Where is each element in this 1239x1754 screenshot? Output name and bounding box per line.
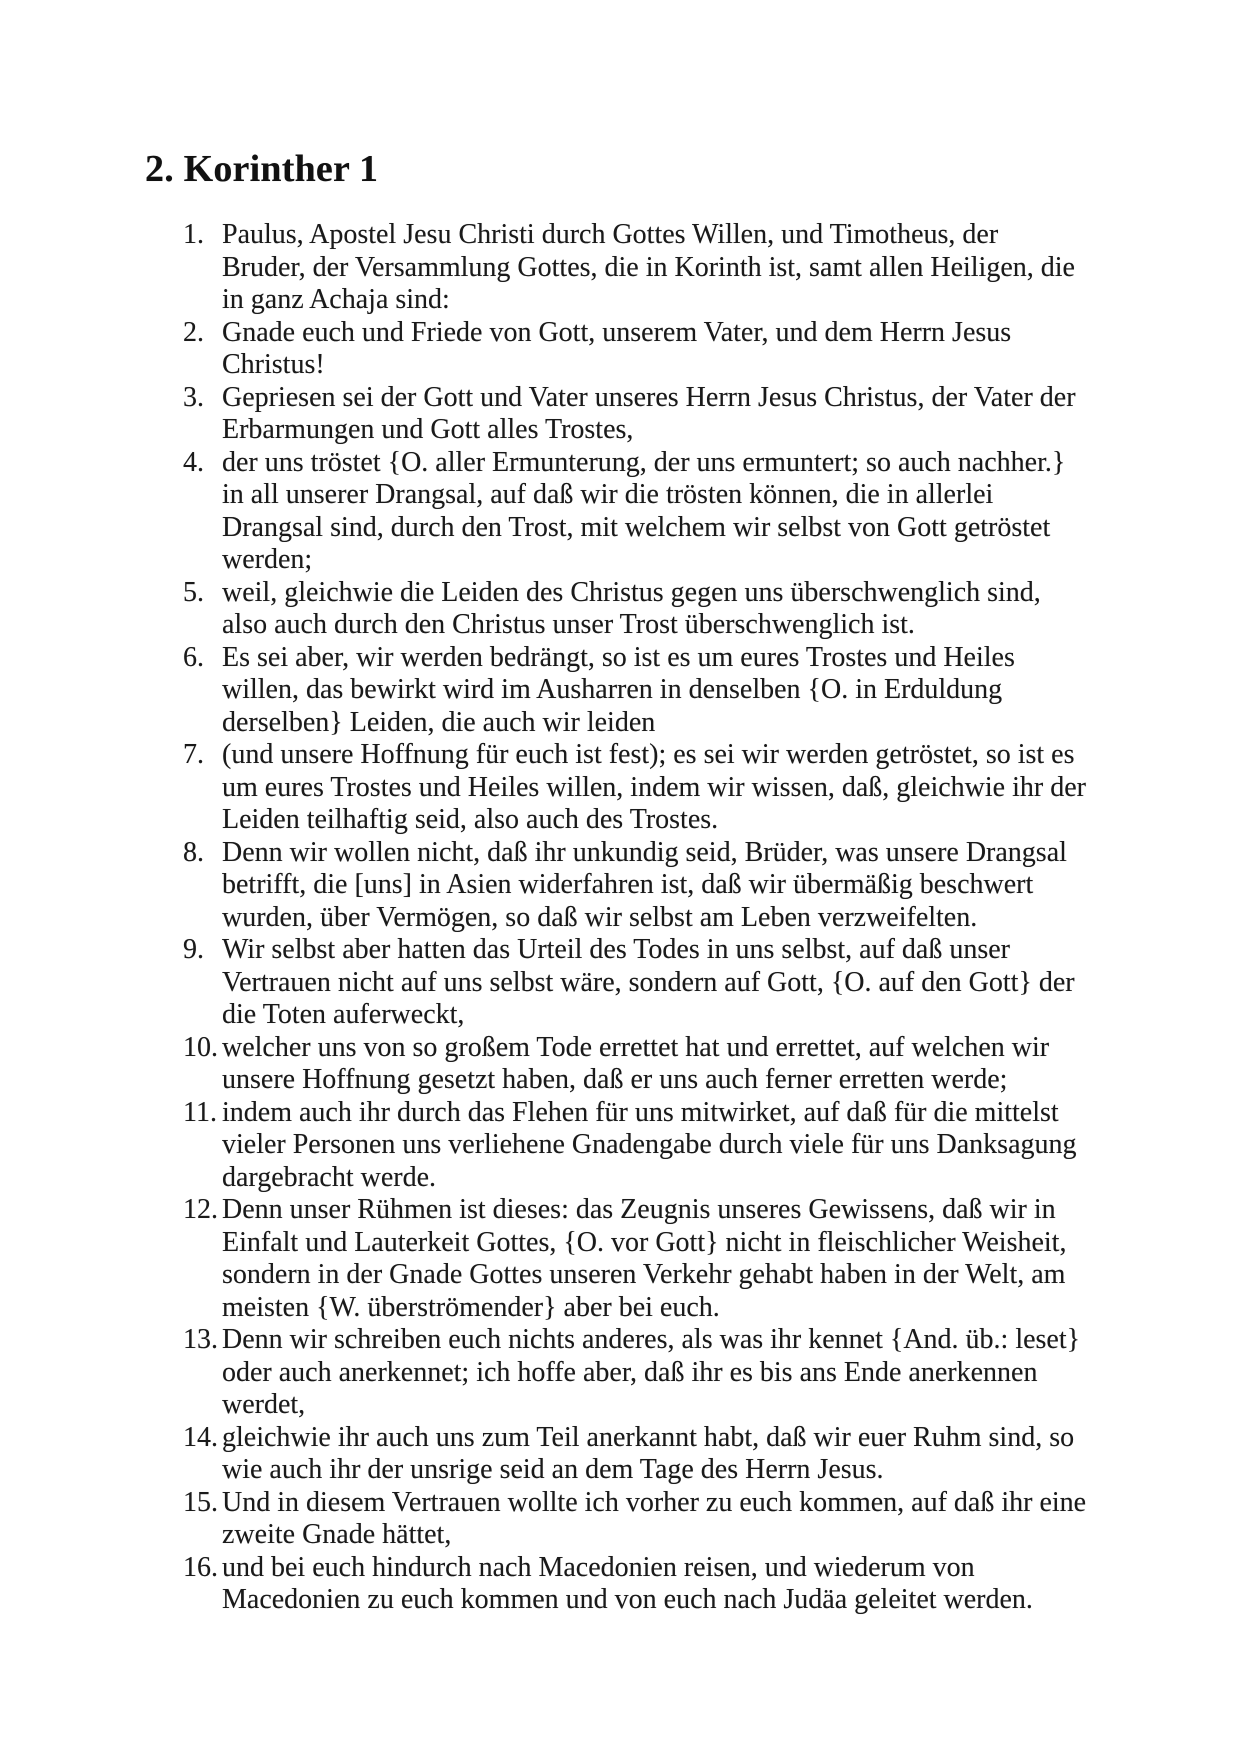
verse-text: Denn wir wollen nicht, daß ihr unkundig seid, Brüder, was unsere Drangsal betrifft, die [uns] in Asien widerfahren ist, daß wir übermäßig beschwert wurden, über Vermögen, so daß wir selbst am Leben verzweifelten. (222, 836, 1067, 933)
verse-item (183, 642, 1087, 740)
verse-text: welcher uns von so großem Tode errettet hat und errettet, auf welchen wir unsere Hoffnung gesetzt haben, daß er uns auch ferner erretten werde; (222, 1031, 1050, 1095)
verse-number: 10. (183, 1031, 218, 1063)
verse-item (183, 382, 1087, 447)
verse-number: 1. (183, 219, 204, 250)
verse-number: 13. (183, 1324, 218, 1355)
verse-number: 8. (183, 836, 204, 868)
verse-text: Paulus, Apostel Jesu Christi durch Gottes Willen, und Timotheus, der Bruder, der Versammlung Gottes, die in Korinth ist, samt allen Heiligen, die in ganz Achaja sind: (222, 219, 1075, 315)
verse-text: Es sei aber, wir werden bedrängt, so ist es um eures Trostes und Heiles willen, das bewirkt wird im Ausharren in denselben {O. in Erduldung derselben} Leiden, die auch wir leiden (222, 641, 1015, 738)
verse-item (183, 1032, 1087, 1097)
verse-item (183, 934, 1087, 1032)
verse-item (183, 1422, 1087, 1487)
verse-number: 4. (183, 446, 204, 478)
verse-number: 12. (183, 1194, 218, 1225)
verse-item (183, 1552, 1087, 1617)
verse-number: 16. (183, 1551, 218, 1583)
verse-text: gleichwie ihr auch uns zum Teil anerkannt habt, daß wir euer Ruhm sind, so wie auch ihr der unsrige seid an dem Tage des Herrn Jesus. (222, 1421, 1075, 1485)
verse-item (183, 739, 1087, 837)
verse-text: Wir selbst aber hatten das Urteil des Todes in uns selbst, auf daß unser Vertrauen nicht auf uns selbst wäre, sondern auf Gott, {O. auf den Gott} der die Toten auferweckt, (222, 934, 1075, 1030)
verse-text: Denn wir schreiben euch nichts anderes, als was ihr kennet {And. üb.: leset} oder auch anerkennet; ich hoffe aber, daß ihr es bis ans Ende anerkennen werdet, (222, 1324, 1081, 1420)
verse-text: Gnade euch und Friede von Gott, unserem Vater, und dem Herrn Jesus Christus! (222, 316, 1012, 380)
verse-text: Gepriesen sei der Gott und Vater unseres Herrn Jesus Christus, der Vater der Erbarmungen und Gott alles Trostes, (222, 381, 1076, 445)
verse-list (183, 219, 1087, 1617)
verse-item (183, 317, 1087, 382)
verse-item (183, 219, 1087, 317)
verse-number: 7. (183, 739, 204, 770)
verse-item (183, 1097, 1087, 1195)
verse-number: 14. (183, 1421, 218, 1453)
verse-text: indem auch ihr durch das Flehen für uns mitwirket, auf daß für die mittelst vieler Personen uns verliehene Gnadengabe durch viele für uns Danksagung dargebracht werde. (222, 1096, 1077, 1193)
verse-number: 2. (183, 316, 204, 348)
verse-text: und bei euch hindurch nach Macedonien reisen, und wiederum von Macedonien zu euch kommen und von euch nach Judäa geleitet werden. (222, 1551, 1033, 1615)
verse-item (183, 577, 1087, 642)
verse-text: Und in diesem Vertrauen wollte ich vorher zu euch kommen, auf daß ihr eine zweite Gnade hättet, (222, 1486, 1087, 1550)
verse-item (183, 837, 1087, 935)
verse-number: 9. (183, 934, 204, 965)
verse-item (183, 1194, 1087, 1324)
verse-text: Denn unser Rühmen ist dieses: das Zeugnis unseres Gewissens, daß wir in Einfalt und Lauterkeit Gottes, {O. vor Gott} nicht in fleischlicher Weisheit, sondern in der Gnade Gottes unseren Verkehr gehabt haben in der Welt, am meisten {W. überströmender} aber bei euch. (222, 1194, 1067, 1323)
page-title: 2. Korinther 1 (145, 148, 379, 190)
verse-item (183, 1324, 1087, 1422)
verse-number: 5. (183, 576, 204, 608)
verse-item (183, 1487, 1087, 1552)
verse-number: 15. (183, 1486, 218, 1518)
verse-text: der uns tröstet {O. aller Ermunterung, der uns ermuntert; so auch nachher.} in all unserer Drangsal, auf daß wir die trösten können, die in allerlei Drangsal sind, durch den Trost, mit welchem wir selbst von Gott getröstet werden; (222, 446, 1066, 575)
verse-text: weil, gleichwie die Leiden des Christus gegen uns überschwenglich sind, also auch durch den Christus unser Trost überschwenglich ist. (222, 576, 1041, 640)
verse-item (183, 447, 1087, 577)
verse-number: 3. (183, 381, 204, 413)
verse-number: 6. (183, 641, 204, 673)
verse-number: 11. (183, 1096, 217, 1128)
verse-text: (und unsere Hoffnung für euch ist fest); es sei wir werden getröstet, so ist es um eures Trostes und Heiles willen, indem wir wissen, daß, gleichwie ihr der Leiden teilhaftig seid, also auch des Trostes. (222, 739, 1086, 835)
